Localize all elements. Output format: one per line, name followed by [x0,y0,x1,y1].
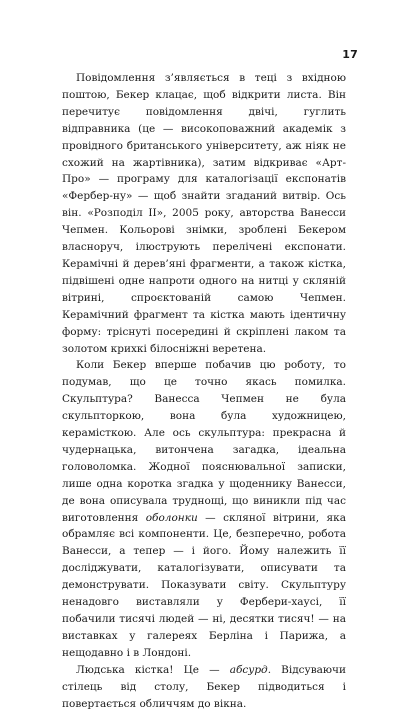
paragraph [62,70,346,357]
paragraph [62,662,346,712]
text-segment: Коли Бекер вперше побачив цю роботу, то подумав, що це точно якась помилка. Скульптура? Ванесса Чепмен не була скульпторкою, вона була художницею, керамісткою. Але ось скульптура: прекрасна й чудернацька, витончена загадка, ідеальна головоломка. Жодної пояснювальної записки, лише одна коротка згадка у щоденнику Ванесси, де вона описувала труднощі, що виникли під час виготовлення [62,359,346,524]
paragraph [62,357,346,661]
page-number: 17 [342,48,358,61]
text-segment: Людська кістка! Це — [76,663,230,676]
italic-word: оболонки [145,511,198,524]
text-segment: — скляної вітрини, яка обрамляє всі компоненти. Це, безперечно, робота Ванесси, а тепер — і його. Йому належить її досліджувати, каталогізувати, описувати та демонструвати. Показувати світу. Скульптуру ненадовго виставляли у Фербери-хаусі, її побачили тисячі людей — ні, десятки тисяч! — на виставках у галереях Берліна і Парижа, а нещодавно і в Лондоні. [62,511,346,659]
text-segment: Відсуваючи стілець від столу, Бекер підводиться і повертається обличчям до вікна. [62,663,346,710]
text-segment: Повідомлення з’являється в теці з вхідною поштою, Бекер клацає, щоб відкрити листа. Він перечитує повідомлення двічі, гуглить відправника (це — високоповажний академік з провідного британського університету, аж ніяк не схожий на жартівника), затим відкриває «Арт-Про» — програму для каталогізації експонатів «Фербер-ну» — щоб знайти згаданий витвір. Ось він. «Розподіл ІІ», 2005 року, авторства Ванесси Чепмен. Кольорові знімки, зроблені Бекером власноруч, ілюструють перелічені експонати. Керамічні й дерев’яні фрагменти, а також кістка, підвішені одне напроти одного на нитці у скляній вітрині, спроєктованій самою Чепмен. Керамічний фрагмент та кістка мають ідентичну форму: тріснуті посередині й скріплені лаком та золотом крихкі білосніжні веретена. [62,72,346,355]
body-text [62,70,346,712]
italic-word: абсурд. [229,663,272,676]
